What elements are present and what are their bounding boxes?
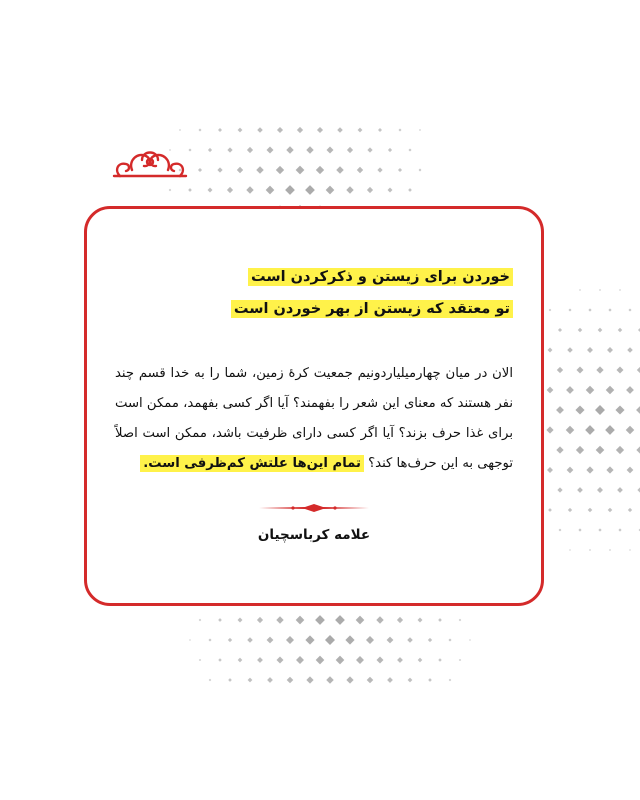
pattern-diamond [347, 147, 353, 153]
pattern-diamond [629, 549, 631, 551]
pattern-diamond [636, 406, 640, 414]
quote-card [84, 206, 544, 606]
pattern-diamond [586, 466, 593, 473]
pattern-diamond [547, 387, 554, 394]
pattern-diamond [345, 635, 354, 644]
pattern-diamond [628, 508, 632, 512]
pattern-diamond [585, 425, 595, 435]
pattern-diamond [306, 676, 313, 683]
pattern-diamond [428, 678, 432, 682]
pattern-diamond [238, 658, 243, 663]
pattern-diamond [605, 425, 615, 435]
pattern-diamond [257, 657, 263, 663]
pattern-diamond [199, 619, 201, 621]
pattern-diamond [276, 616, 283, 623]
pattern-diamond [286, 146, 293, 153]
pattern-diamond [388, 148, 392, 152]
pattern-diamond [626, 386, 634, 394]
pattern-diamond [356, 616, 365, 625]
pattern-diamond [408, 188, 412, 192]
pattern-diamond [346, 186, 353, 193]
pattern-diamond [608, 508, 613, 513]
pattern-diamond [557, 487, 562, 492]
pattern-diamond [209, 679, 211, 681]
pattern-diamond [628, 308, 631, 311]
quote-body-highlight: تمام این‌ها علتش کم‌ظرفی است. [140, 455, 364, 472]
pattern-diamond [618, 528, 621, 531]
pattern-diamond [569, 549, 571, 551]
pattern-diamond [408, 148, 411, 151]
pattern-diamond [218, 658, 221, 661]
pattern-diamond [366, 636, 374, 644]
pattern-diamond [607, 347, 613, 353]
pattern-diamond [377, 167, 382, 172]
pattern-diamond [179, 129, 181, 131]
pattern-diamond [356, 656, 364, 664]
pattern-diamond [418, 618, 423, 623]
pattern-diamond [576, 446, 584, 454]
pattern-diamond [208, 638, 211, 641]
pattern-diamond [325, 635, 335, 645]
pattern-diamond [397, 657, 403, 663]
pattern-diamond [238, 128, 243, 133]
pattern-diamond [579, 289, 581, 291]
headline-line-2: تو معتقد که زیستن از بهر خوردن است [231, 300, 513, 318]
pattern-diamond [598, 528, 601, 531]
pattern-diamond [627, 347, 633, 353]
pattern-diamond [598, 328, 603, 333]
quote-body-text: الان در میان چهارمیلیاردونیم جمعیت کرهٔ زمین، شما را به خدا قسم چند نفر هستند که معنای این شعر را بفهمند؟ آیا اگر کسی بفهمد، ممکن است برای غذا حرف بزند؟ آیا اگر کسی دارای ظرفیت باشد، ممکن است اصلاً توجهی به این حرف‌ها کند؟ [115, 366, 513, 471]
pattern-diamond [247, 147, 253, 153]
pattern-diamond [398, 168, 402, 172]
pattern-diamond [387, 637, 394, 644]
pattern-diamond [257, 617, 263, 623]
pattern-diamond [285, 185, 295, 195]
pattern-diamond [577, 487, 583, 493]
pattern-diamond [587, 347, 593, 353]
pattern-diamond [367, 677, 374, 684]
red-flourish-divider-icon [259, 503, 369, 513]
pattern-diamond [438, 618, 442, 622]
pattern-diamond [296, 616, 305, 625]
pattern-diamond [589, 549, 591, 551]
pattern-diamond [407, 637, 413, 643]
pattern-diamond [459, 619, 461, 621]
pattern-diamond [286, 636, 294, 644]
pattern-diamond [597, 487, 603, 493]
pattern-diamond [218, 128, 222, 132]
pattern-diamond [266, 186, 275, 195]
pattern-diamond [335, 615, 345, 625]
pattern-diamond [246, 186, 253, 193]
pattern-diamond [169, 189, 171, 191]
pattern-diamond [276, 166, 284, 174]
pattern-diamond [616, 446, 624, 454]
pattern-diamond [189, 639, 191, 641]
pattern-diamond [596, 366, 603, 373]
pattern-diamond [549, 309, 552, 312]
pattern-diamond [247, 637, 253, 643]
pattern-diamond [327, 147, 334, 154]
pattern-diamond [608, 308, 611, 311]
pattern-diamond [578, 328, 582, 332]
pattern-diamond [326, 186, 335, 195]
pattern-diamond [316, 656, 325, 665]
pattern-diamond [399, 129, 402, 132]
pattern-diamond [237, 167, 243, 173]
pattern-diamond [448, 638, 451, 641]
pattern-diamond [606, 386, 615, 395]
pattern-diamond [277, 657, 284, 664]
pattern-diamond [377, 657, 384, 664]
pattern-diamond [459, 659, 461, 661]
pattern-diamond [305, 635, 314, 644]
pattern-diamond [256, 166, 263, 173]
pattern-diamond [248, 678, 253, 683]
pattern-diamond [595, 405, 605, 415]
pattern-diamond [438, 658, 441, 661]
pattern-diamond [576, 366, 583, 373]
pattern-diamond [346, 676, 353, 683]
pattern-diamond [358, 128, 363, 133]
pattern-diamond [297, 127, 303, 133]
pattern-diamond [567, 347, 573, 353]
pattern-diamond [267, 147, 274, 154]
pattern-diamond [408, 678, 413, 683]
pattern-diamond [337, 127, 343, 133]
pattern-diamond [277, 127, 283, 133]
pattern-diamond [588, 308, 591, 311]
quote-body [115, 359, 513, 479]
pattern-diamond [336, 656, 345, 665]
pattern-diamond [568, 308, 571, 311]
pattern-diamond [188, 188, 192, 192]
pattern-diamond [556, 446, 563, 453]
pattern-diamond [267, 637, 274, 644]
pattern-diamond [578, 528, 581, 531]
pattern-diamond [559, 529, 562, 532]
pattern-diamond [316, 166, 324, 174]
pattern-diamond [557, 367, 563, 373]
pattern-diamond [609, 549, 611, 551]
pattern-diamond [566, 386, 574, 394]
pattern-diamond [326, 676, 333, 683]
headline-line-1: خوردن برای زیستن و ذکرکردن است [248, 268, 513, 286]
pattern-diamond [376, 616, 383, 623]
pattern-diamond [217, 167, 222, 172]
pattern-diamond [218, 618, 222, 622]
cloud-ornament-icon [108, 140, 192, 184]
pattern-diamond [208, 188, 213, 193]
quote-content [115, 261, 513, 543]
pattern-diamond [387, 677, 393, 683]
pattern-diamond [296, 166, 305, 175]
pattern-diamond [575, 405, 584, 414]
pattern-diamond [357, 167, 363, 173]
pattern-diamond [199, 129, 202, 132]
pattern-diamond [238, 618, 243, 623]
pattern-diamond [626, 426, 635, 435]
pattern-diamond [228, 638, 232, 642]
pattern-diamond [636, 446, 640, 453]
pattern-diamond [198, 168, 202, 172]
pattern-diamond [428, 638, 432, 642]
pattern-diamond [296, 656, 304, 664]
pattern-diamond [469, 639, 471, 641]
pattern-diamond [208, 148, 212, 152]
pattern-diamond [546, 426, 553, 433]
pattern-diamond [419, 129, 421, 131]
pattern-diamond [267, 677, 273, 683]
pattern-diamond [228, 678, 232, 682]
pattern-diamond [616, 366, 623, 373]
pattern-diamond [419, 169, 422, 172]
pattern-diamond [199, 659, 201, 661]
pattern-diamond [449, 679, 451, 681]
pattern-diamond [567, 467, 574, 474]
pattern-diamond [367, 187, 373, 193]
pattern-diamond [558, 328, 562, 332]
pattern-diamond [367, 147, 372, 152]
headline [115, 261, 513, 325]
pattern-diamond [227, 147, 232, 152]
pattern-diamond [615, 405, 624, 414]
pattern-diamond [618, 328, 622, 332]
pattern-diamond [566, 426, 575, 435]
pattern-diamond [599, 289, 601, 291]
pattern-diamond [287, 677, 294, 684]
pattern-diamond [306, 146, 313, 153]
pattern-diamond [556, 406, 564, 414]
pattern-diamond [547, 467, 553, 473]
pattern-diamond [568, 508, 572, 512]
pattern-diamond [388, 188, 393, 193]
pattern-diamond [315, 615, 325, 625]
pattern-diamond [606, 466, 613, 473]
pattern-diamond [227, 187, 233, 193]
pattern-diamond [548, 508, 552, 512]
pattern-diamond [378, 128, 382, 132]
pattern-diamond [397, 617, 403, 623]
pattern-diamond [548, 348, 553, 353]
pattern-diamond [418, 658, 423, 663]
pattern-diamond [336, 166, 343, 173]
pattern-diamond [305, 185, 315, 195]
pattern-diamond [257, 127, 263, 133]
pattern-diamond [627, 467, 634, 474]
pattern-diamond [317, 127, 323, 133]
pattern-diamond [619, 289, 621, 291]
pattern-diamond [596, 446, 605, 455]
author-name: علامه کرباسچیان [257, 527, 371, 543]
pattern-diamond [588, 508, 593, 513]
pattern-diamond [586, 386, 595, 395]
pattern-diamond [617, 487, 623, 493]
